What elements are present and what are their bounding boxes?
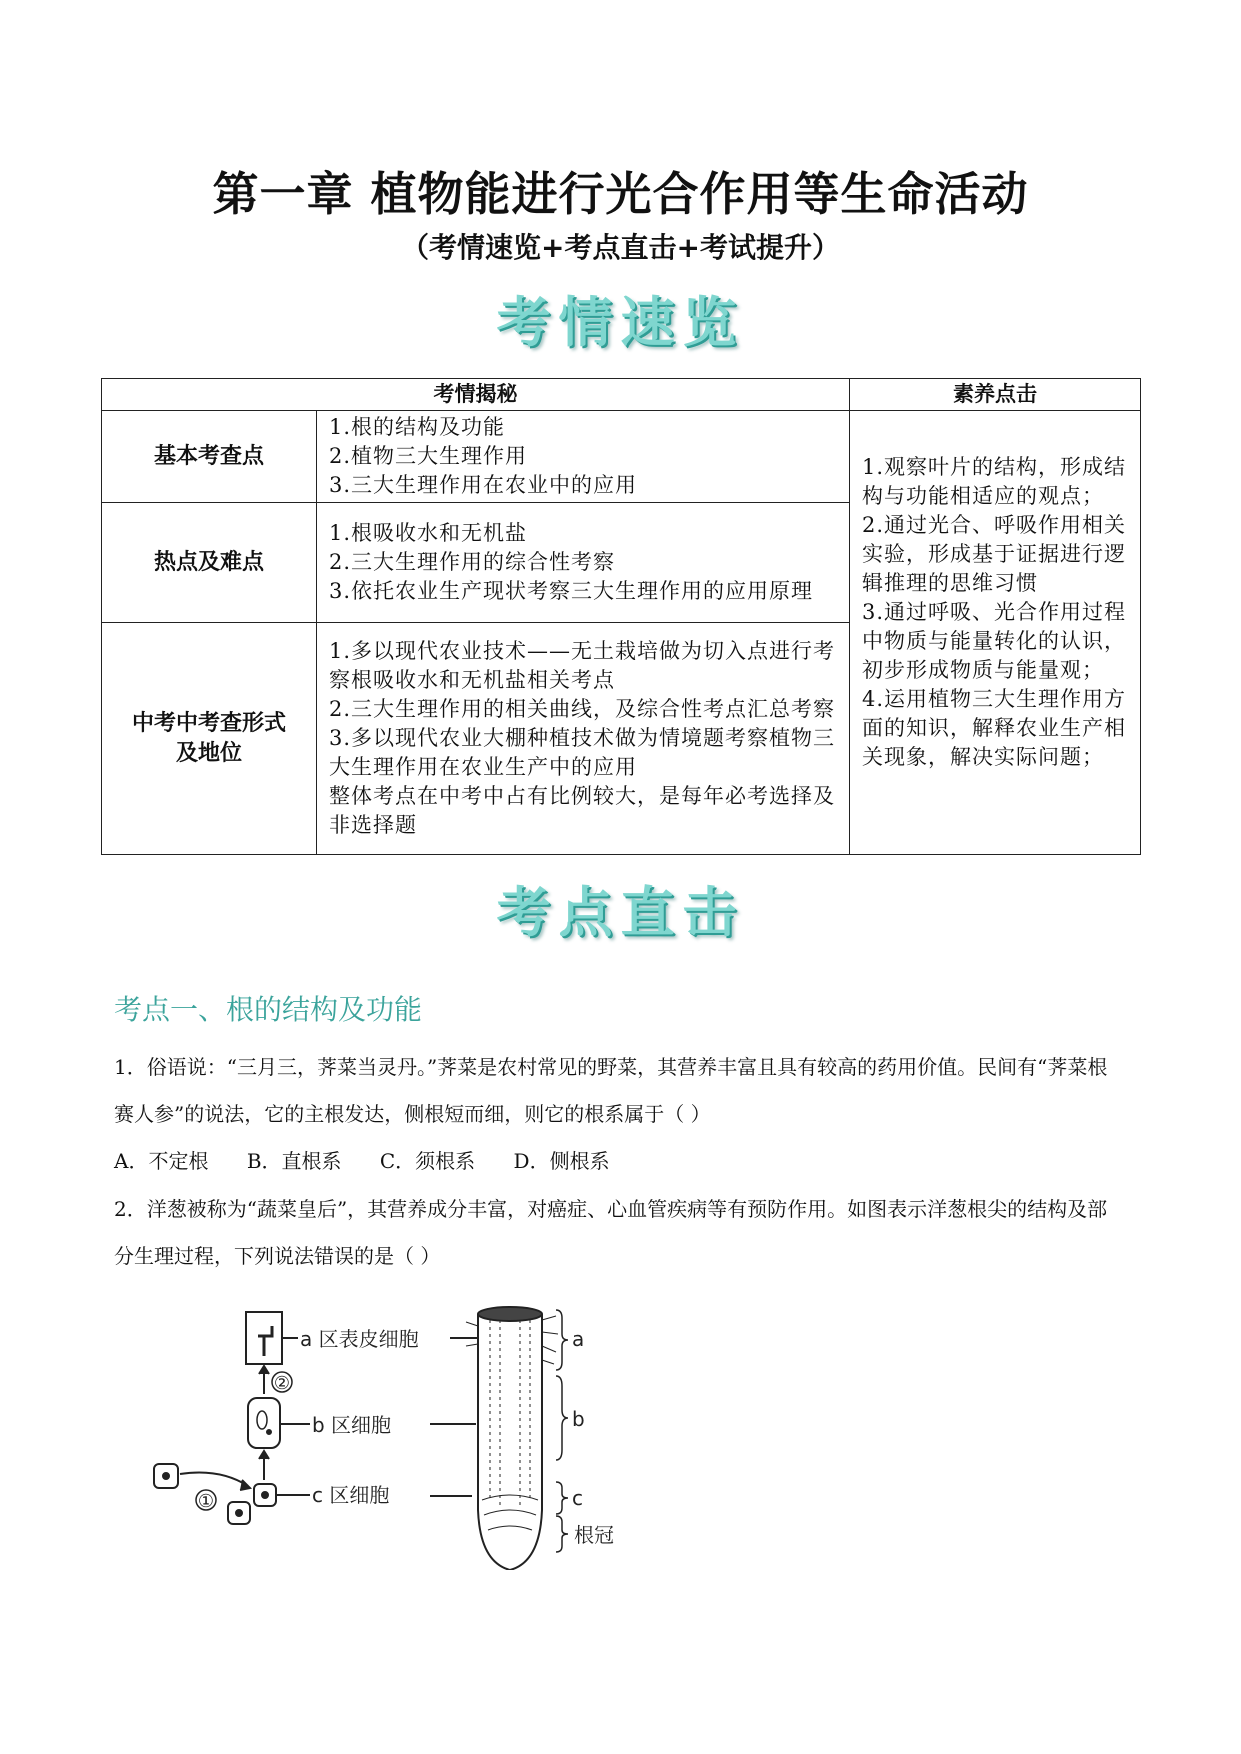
label-b-cell: b 区细胞 xyxy=(312,1413,392,1437)
cell-dot xyxy=(236,1510,242,1516)
page-title: 第一章 植物能进行光合作用等生命活动 xyxy=(212,167,1029,221)
row-head: 基本考查点 xyxy=(102,411,317,503)
row-head: 热点及难点 xyxy=(102,503,317,623)
question-2: 2．洋葱被称为“蔬菜皇后”，其营养成分丰富，对癌症、心血管疾病等有预防作用。如图表示洋葱根尖的结构及部分生理过程，下列说法错误的是（ ） xyxy=(114,1197,1108,1268)
table-row xyxy=(102,411,1141,503)
row-line: 1.根吸收水和无机盐 xyxy=(329,521,528,545)
table-header-literacy: 素养点击 xyxy=(850,379,1141,411)
elongation-cell xyxy=(248,1398,280,1448)
zone-a: a xyxy=(572,1327,585,1351)
option-a: A．不定根 xyxy=(114,1149,209,1173)
root-texture xyxy=(490,1320,530,1505)
bracket-c xyxy=(556,1482,568,1514)
row-line: 3.三大生理作用在农业中的应用 xyxy=(329,473,638,497)
nucleolus xyxy=(267,1430,271,1434)
bracket-a xyxy=(556,1310,568,1370)
row-content xyxy=(317,411,850,503)
root-outline xyxy=(478,1314,542,1570)
row-line: 2.三大生理作用的相关曲线，及综合性考点汇总考察 xyxy=(329,697,836,721)
literacy-cell xyxy=(850,411,1141,855)
zone-root-cap: 根冠 xyxy=(574,1523,614,1547)
row-content xyxy=(317,503,850,623)
root-top xyxy=(478,1307,542,1321)
bracket-b xyxy=(556,1376,568,1460)
literacy-line: 4.运用植物三大生理作用方面的知识，解释农业生产相关现象，解决实际问题； xyxy=(862,687,1127,769)
root-tip-figure xyxy=(150,1300,670,1570)
option-d: D．侧根系 xyxy=(513,1149,610,1173)
literacy-line: 1.观察叶片的结构，形成结构与功能相适应的观点； xyxy=(862,455,1127,508)
arrow-2-head xyxy=(259,1366,269,1374)
page-subtitle: （考情速览+考点直击+考试提升） xyxy=(401,231,840,264)
root-hair-shape xyxy=(258,1326,272,1356)
cell-dot xyxy=(163,1473,169,1479)
option-b: B．直根系 xyxy=(246,1149,342,1173)
label-a-cell: a 区表皮细胞 xyxy=(300,1327,419,1351)
row-line: 2.植物三大生理作用 xyxy=(329,444,528,468)
section-title: 考点一、根的结构及功能 xyxy=(114,993,423,1026)
zone-c: c xyxy=(572,1486,583,1510)
cell-dot xyxy=(262,1492,268,1498)
row-head: 中考中考查形式及地位 xyxy=(102,623,317,855)
row-line: 2.三大生理作用的综合性考察 xyxy=(329,550,616,574)
row-line: 整体考点在中考中占有比例较大，是每年必考选择及非选择题 xyxy=(329,784,835,837)
mark-2: ② xyxy=(273,1373,291,1394)
label-c-cell: c 区细胞 xyxy=(312,1483,390,1507)
row-line: 3.依托农业生产现状考察三大生理作用的应用原理 xyxy=(329,579,814,603)
banner-keypoints: 考点直击 xyxy=(496,880,745,944)
banner-overview: 考情速览 xyxy=(496,290,745,354)
literacy-line: 3.通过呼吸、光合作用过程中物质与能量转化的认识，初步形成物质与能量观； xyxy=(862,600,1127,682)
root-cap-lines xyxy=(482,1495,538,1530)
root-hairs xyxy=(466,1316,558,1364)
option-c: C．须根系 xyxy=(379,1149,476,1173)
row-content xyxy=(317,623,850,855)
row-line: 1.根的结构及功能 xyxy=(329,415,506,439)
question-1: 1．俗语说：“三月三，荠菜当灵丹。”荠菜是农村常见的野菜，其营养丰富且具有较高的药用价值。民间有“荠菜根赛人参”的说法，它的主根发达，侧根短而细，则它的根系属于（ ） xyxy=(114,1055,1108,1126)
zone-b: b xyxy=(572,1407,585,1431)
row-line: 3.多以现代农业大棚种植技术做为情境题考察植物三大生理作用在农业生产中的应用 xyxy=(329,726,836,779)
mark-1: ① xyxy=(197,1491,215,1512)
bracket-cap xyxy=(556,1516,568,1552)
arrow-b-head xyxy=(259,1451,269,1459)
nucleus xyxy=(257,1411,267,1429)
literacy-line: 2.通过光合、呼吸作用相关实验，形成基于证据进行逻辑推理的思维习惯 xyxy=(862,513,1127,595)
table-header-secrets: 考情揭秘 xyxy=(102,379,850,411)
exam-info-table xyxy=(101,378,1141,855)
question-1-options xyxy=(114,1138,1124,1185)
arrow-1 xyxy=(180,1473,248,1487)
row-line: 1.多以现代农业技术——无土栽培做为切入点进行考察根吸收水和无机盐相关考点 xyxy=(329,639,836,692)
